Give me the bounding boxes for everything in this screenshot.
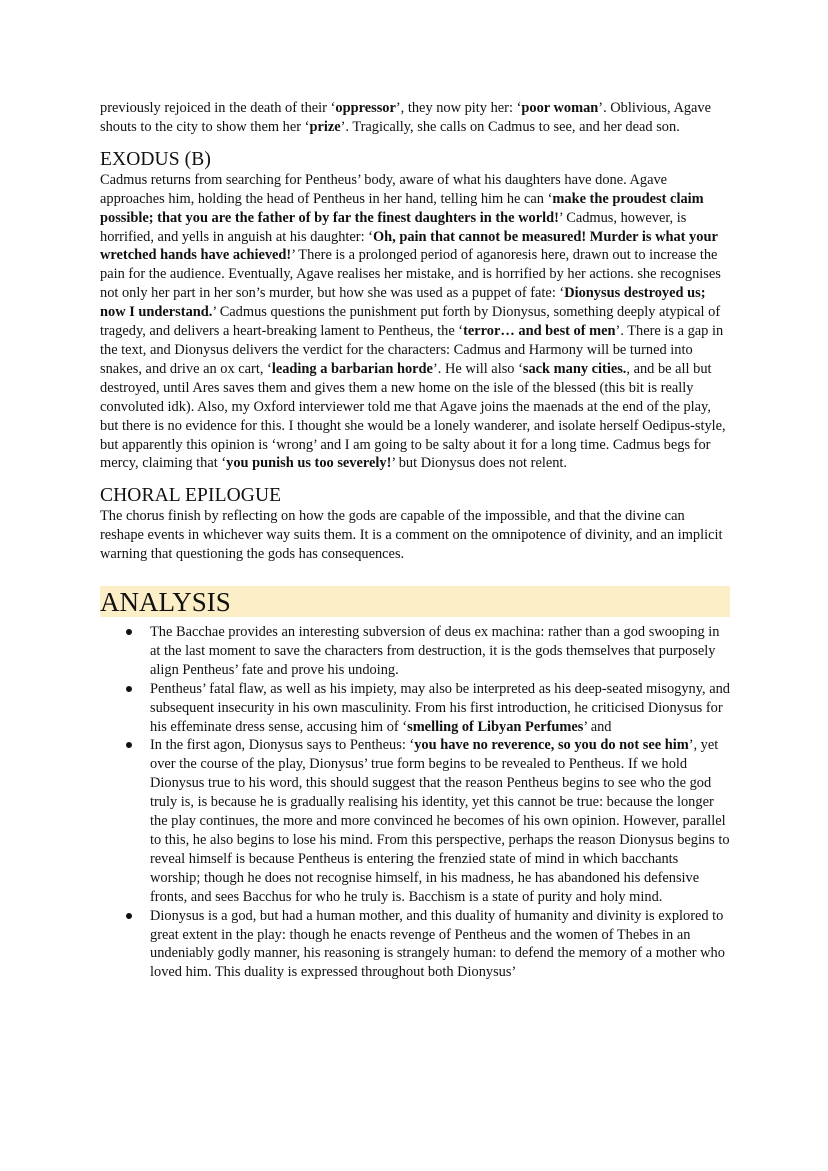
bullet-icon bbox=[126, 913, 132, 919]
bullet-icon bbox=[126, 742, 132, 748]
analysis-heading: ANALYSIS bbox=[100, 586, 730, 617]
bullet-icon bbox=[126, 686, 132, 692]
list-item: In the first agon, Dionysus says to Pentheus: ‘you have no reverence, so you do not see him’, yet over the course of the play, Dionysus’ true form begins to be revealed to Pentheus. If we hold Dionysus true to his word, this should suggest that the reason Pentheus begins to see who the god truly is, is because he is gradually realising his identity, yet this cannot be true: because the longer the play continues, the more and more convinced he becomes of his own opinion. However, parallel to this, he also begins to lose his mind. From this perspective, perhaps the reason Dionysus begins to reveal himself is because Pentheus is entering the frenzied state of mind in which bacchants worship; though he does not recognise himself, in his madness, he has abandoned his defensive fronts, and sees Bacchus for who he truly is. Bacchism is a state of purity and holy mind. bbox=[100, 736, 730, 906]
list-item: The Bacchae provides an interesting subversion of deus ex machina: rather than a god swooping in at the last moment to save the characters from destruction, it is the gods themselves that purposely align Pentheus’ fate and prove his undoing. bbox=[100, 623, 730, 680]
choral-epilogue-heading: CHORAL EPILOGUE bbox=[100, 485, 282, 507]
exodus-paragraph: Cadmus returns from searching for Pentheus’ body, aware of what his daughters have done. Agave approaches him, holding the head of Pentheus in her hand, telling him he can ‘make the proudest claim possible; that you are the father of by far the finest daughters in the world!’ Cadmus, however, is horrified, and yells in anguish at his daughter: ‘Oh, pain that cannot be measured! Murder is what your wretched hands have achieved!’ There is a prolonged period of aganoresis here, drawn out to increase the pain for the audience. Eventually, Agave realises her mistake, and is horrified by her actions. she recognises not only her part in her son’s murder, but how she was used as a puppet of fate: ‘Dionysus destroyed us; now I understand.’ Cadmus questions the punishment put forth by Dionysus, something deeply atypical of tragedy, and delivers a heart-breaking lament to Pentheus, the ‘terror… and best of men’. There is a gap in the text, and Dionysus delivers the verdict for the characters: Cadmus and Harmony will be turned into snakes, and drive an ox cart, ‘leading a barbarian horde’. He will also ‘sack many cities., and be all but destroyed, until Ares saves them and gives them a new home on the isle of the blessed (this bit is really convoluted idk). Also, my Oxford interviewer told me that Agave joins the maenads at the end of the play, but there is no evidence for this. I thought she would be a lonely wanderer, and isolate herself Oedipus-style, but apparently this opinion is ‘wrong’ and I am going to be salty about it for a long time. Cadmus begs for mercy, claiming that ‘you punish us too severely!’ but Dionysus does not relent. bbox=[100, 171, 726, 472]
choral-epilogue-paragraph: The chorus finish by reflecting on how the gods are capable of the impossible, and that the divine can reshape events in whichever way suits them. It is a comment on the omnipotence of divinity, and an implicit warning that questioning the gods has consequences. bbox=[100, 508, 723, 563]
bullet-icon bbox=[126, 629, 132, 635]
list-item: Pentheus’ fatal flaw, as well as his impiety, may also be interpreted as his deep-seated misogyny, and subsequent insecurity in his own masculinity. From his first introduction, he criticised Dionysus for his effeminate dress sense, accusing him of ‘smelling of Libyan Perfumes’ and bbox=[100, 680, 730, 737]
exodus-heading: EXODUS (B) bbox=[100, 148, 211, 170]
analysis-bullet-list bbox=[100, 623, 730, 982]
list-item: Dionysus is a god, but had a human mother, and this duality of humanity and divinity is explored to great extent in the play: though he enacts revenge of Pentheus and the women of Thebes in an undeniably godly manner, his reasoning is strangely human: to defend the memory of a mother who loved him. This duality is expressed throughout both Dionysus’ bbox=[100, 907, 730, 983]
intro-paragraph: previously rejoiced in the death of their ‘oppressor’, they now pity her: ‘poor woman’. Oblivious, Agave shouts to the city to show them her ‘prize’. Tragically, she calls on Cadmus to see, and her dead son. bbox=[100, 100, 711, 135]
